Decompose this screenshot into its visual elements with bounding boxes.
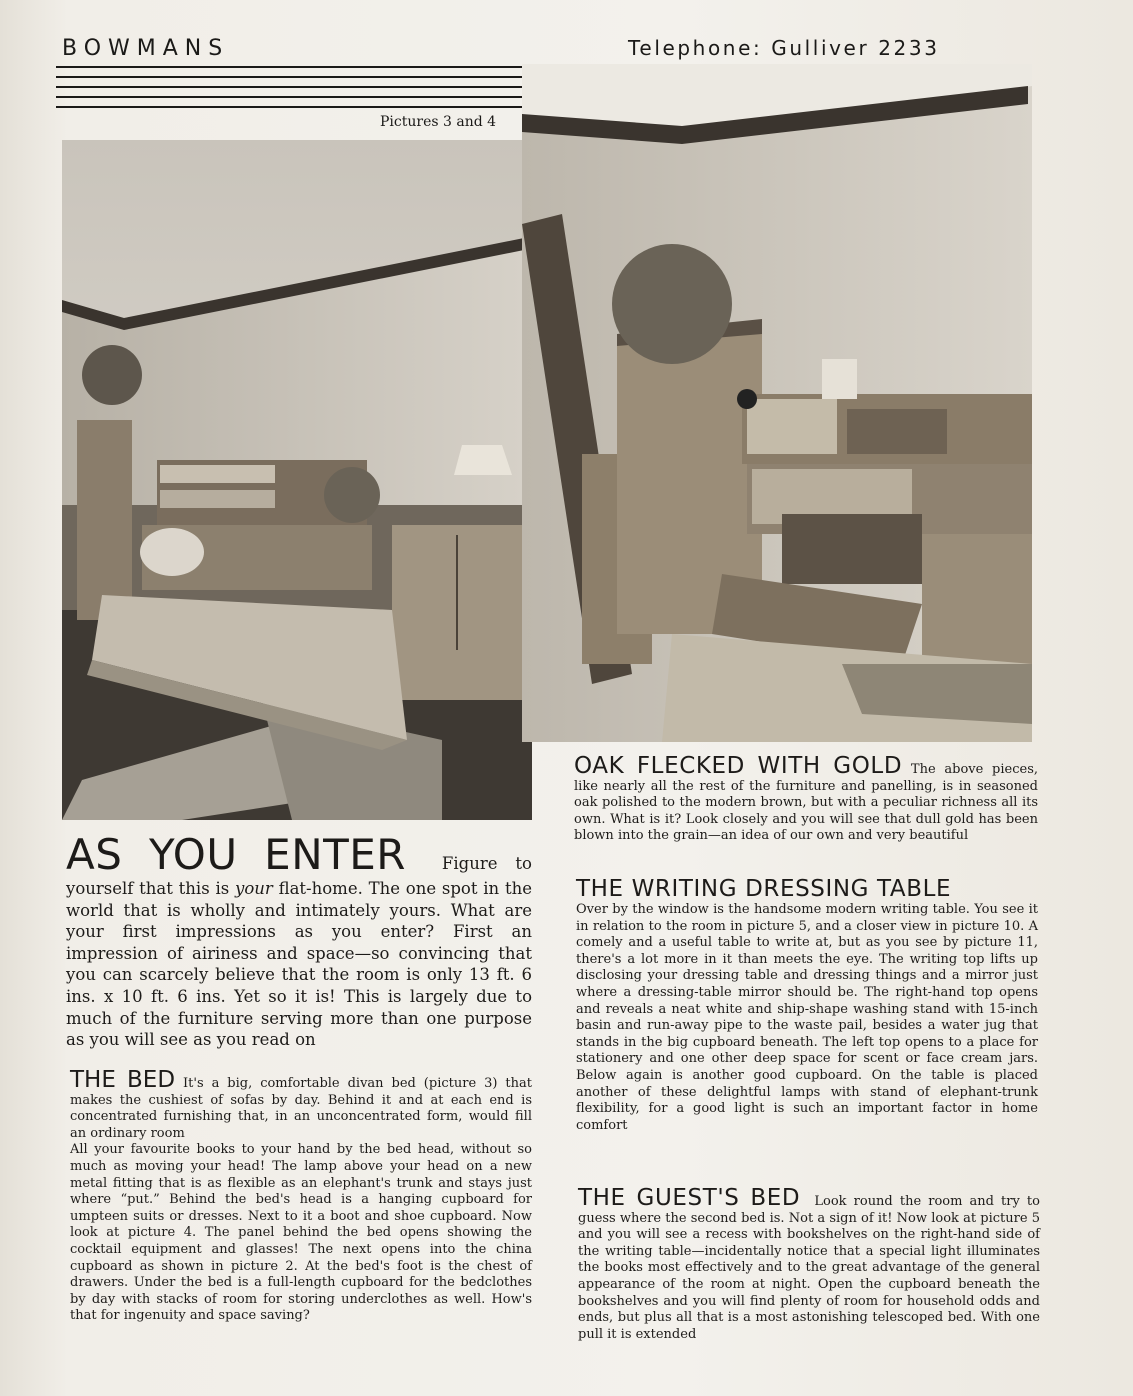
brand-name: BOWMANS: [62, 36, 230, 61]
writing-table-heading: THE WRITING DRESSING TABLE: [576, 876, 952, 902]
decorative-rules: [56, 66, 526, 116]
writing-table-section: [576, 876, 1038, 1134]
bed-paragraph-1: [70, 1067, 532, 1142]
oak-flecked-section: [574, 753, 1039, 845]
oak-paragraph: [574, 753, 1039, 845]
writing-table-paragraph: Over by the window is the handsome modern writing table. You see it in relation to the room in picture 5, and a closer view in picture 10. A comely and a useful table to write at, but as you see by picture 11, there's a lot more in it than meets the eye. The writing top lifts up disclosing your dressing table and dressing things and a mirror just where a dressing-table mirror should be. The right-hand top opens and reveals a neat white and ship-shape washing stand with 15-inch basin and run-away pipe to the waste pail, besides a water jug that stands in the big cupboard beneath. The left top opens to a place for stationery and one other deep space for scent or face cream jars. Below again is another good cupboard. On the table is placed another of these delightful lamps with stand of elephant-trunk flexibility, for a good light is such an important factor in home comfort: [576, 902, 1038, 1133]
oak-text: The above pieces, like nearly all the rest of the furniture and panelling, is in seasoned oak polished to the modern brown, but with a peculiar richness all its own. What is it? Look closely and you will see that dull gold has been blown into the grain—an idea of our own and very beautiful: [574, 762, 1039, 844]
enter-text-emphasis: your: [235, 879, 273, 898]
bookshelf-photo-right: [522, 64, 1032, 742]
guests-bed-section: [578, 1185, 1040, 1343]
enter-text-end: flat-home. The one spot in the world that is wholly and intimately yours. What are your first impressions as you enter? First an impression of airiness and space—so convincing that you can scarcely believe that the room is only 13 ft. 6 ins. x 10 ft. 6 ins. Yet so it is! This is largely due to much of the furniture serving more than one purpose as you will see as you read on: [66, 879, 532, 1050]
pictures-caption: Pictures 3 and 4: [380, 114, 497, 130]
as-you-enter-paragraph: [66, 832, 532, 1051]
guests-bed-paragraph: [578, 1185, 1040, 1343]
the-bed-section: [70, 1067, 532, 1325]
guests-bed-heading: THE GUEST'S BED: [578, 1185, 801, 1211]
as-you-enter-heading: AS YOU ENTER: [66, 830, 406, 879]
oak-heading: OAK FLECKED WITH GOLD: [574, 753, 903, 779]
bed-paragraph-2: All your favourite books to your hand by the bed head, without so much as moving your head! The lamp above your head on a new metal fitting that is as flexible as an elephant's trunk and stays just where “put.” Behind the bed's head is a hanging cupboard for umpteen suits or dresses. Next to it a boot and shoe cupboard. Now look at picture 4. The panel behind the bed opens showing the cocktail equipment and glasses! The next opens into the china cupboard as shown in picture 2. At the bed's foot is the chest of drawers. Under the bed is a full-length cupboard for the bedclothes by day with stacks of room for storing underclothes as well. How's that for ingenuity and space saving?: [70, 1142, 532, 1324]
bedroom-photo-illustration: [62, 140, 532, 820]
guests-bed-text: Look round the room and try to guess where the second bed is. Not a sign of it! Now look at picture 5 and you will see a recess with bookshelves on the right-hand side of the writing table—incidentally notice that a special light illuminates the books most effectively and to the great advantage of the general appearance of the room at night. Open the cupboard beneath the bookshelves and you will find plenty of room for household odds and ends, but plus all that is a most astonishing telescoped bed. With one pull it is extended: [578, 1194, 1040, 1342]
enter-text-start: Figure to yourself that this is: [66, 854, 532, 898]
the-bed-heading: THE BED: [70, 1067, 176, 1093]
telephone-line: Telephone: Gulliver 2233: [628, 36, 940, 60]
bedroom-photo-left: [62, 140, 532, 820]
as-you-enter-section: [66, 832, 532, 1051]
bookshelf-photo-illustration: [522, 64, 1032, 742]
bed-text-1: It's a big, comfortable divan bed (picture 3) that makes the cushiest of sofas by day. Behind it and at each end is concentrated furnishing that, in an unconcentrated form, would fill an ordinary room: [70, 1076, 532, 1141]
